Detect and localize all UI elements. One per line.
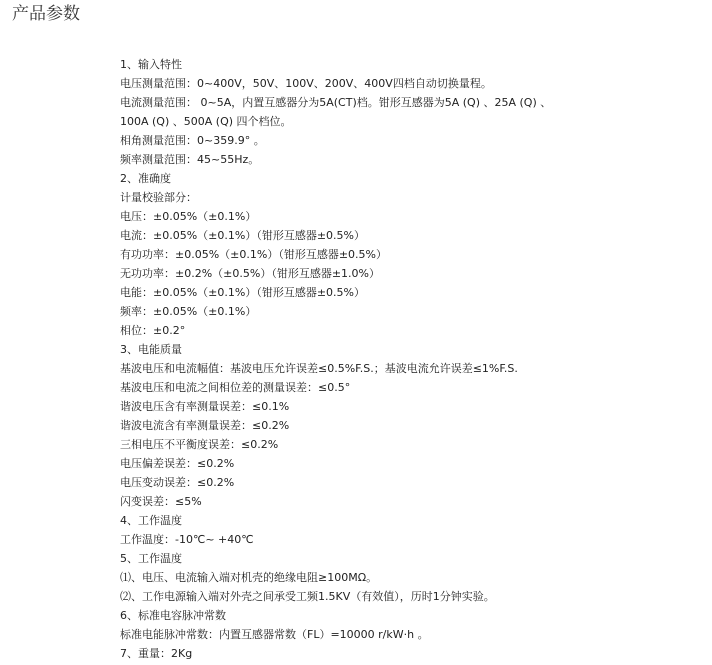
spec-line-reactive-power: 无功功率：±0.2%（±0.5%）（钳形互感器±1.0%） <box>120 267 380 280</box>
spec-line-current-range-cont: 100A (Q) 、500A (Q) 四个档位。 <box>120 115 292 128</box>
spec-line-voltage-range: 电压测量范围：0~400V，50V、100V、200V、400V四档自动切换量程。 <box>120 77 492 90</box>
spec-line-current-accuracy: 电流：±0.05%（±0.1%）（钳形互感器±0.5%） <box>120 229 365 242</box>
section-heading-insulation: 5、工作温度 <box>120 552 182 565</box>
spec-line-insulation-resistance: ⑴、电压、电流输入端对机壳的绝缘电阻≥100MΩ。 <box>120 571 378 584</box>
spec-line-flicker: 闪变误差：≤5% <box>120 495 202 508</box>
spec-line-unbalance: 三相电压不平衡度误差：≤0.2% <box>120 438 279 451</box>
spec-line-calibration: 计量校验部分： <box>120 191 197 204</box>
spec-line-frequency-range: 频率测量范围：45~55Hz。 <box>120 153 260 166</box>
page-title: 产品参数 <box>12 4 80 24</box>
spec-line-phase-accuracy: 相位：±0.2° <box>120 324 186 337</box>
spec-line-voltage-fluctuation: 电压变动误差：≤0.2% <box>120 476 235 489</box>
section-heading-pulse-constant: 6、标准电容脉冲常数 <box>120 609 226 622</box>
section-heading-accuracy: 2、准确度 <box>120 172 171 185</box>
spec-line-fundamental-amplitude: 基波电压和电流幅值：基波电压允许误差≤0.5%F.S.；基波电流允许误差≤1%F.S. <box>120 362 518 375</box>
section-heading-power-quality: 3、电能质量 <box>120 343 182 356</box>
section-heading-temperature: 4、工作温度 <box>120 514 182 527</box>
spec-line-weight: 7、重量：2Kg <box>120 647 193 660</box>
spec-line-frequency-accuracy: 频率：±0.05%（±0.1%） <box>120 305 257 318</box>
spec-line-voltage-deviation: 电压偏差误差：≤0.2% <box>120 457 235 470</box>
spec-line-harmonic-voltage: 谐波电压含有率测量误差：≤0.1% <box>120 400 290 413</box>
spec-line-temperature: 工作温度：-10℃~ +40℃ <box>120 533 254 546</box>
spec-line-withstand-voltage: ⑵、工作电源输入端对外壳之间承受工频1.5KV（有效值），历时1分钟实验。 <box>120 590 495 603</box>
spec-line-current-range: 电流测量范围： 0~5A，内置互感器分为5A(CT)档。钳形互感器为5A (Q) 、25A (Q) 、 <box>120 96 552 109</box>
spec-line-harmonic-current: 谐波电流含有率测量误差：≤0.2% <box>120 419 290 432</box>
spec-line-pulse-constant: 标准电能脉冲常数：内置互感器常数（FL）=10000 r/kW·h 。 <box>120 628 429 641</box>
spec-line-energy: 电能：±0.05%（±0.1%）（钳形互感器±0.5%） <box>120 286 365 299</box>
spec-line-voltage-accuracy: 电压：±0.05%（±0.1%） <box>120 210 257 223</box>
section-heading-input: 1、输入特性 <box>120 58 182 71</box>
spec-content <box>120 55 705 663</box>
spec-line-phase-range: 相角测量范围：0~359.9° 。 <box>120 134 265 147</box>
spec-line-active-power: 有功功率：±0.05%（±0.1%）（钳形互感器±0.5%） <box>120 248 387 261</box>
spec-line-phase-difference: 基波电压和电流之间相位差的测量误差：≤0.5° <box>120 381 351 394</box>
